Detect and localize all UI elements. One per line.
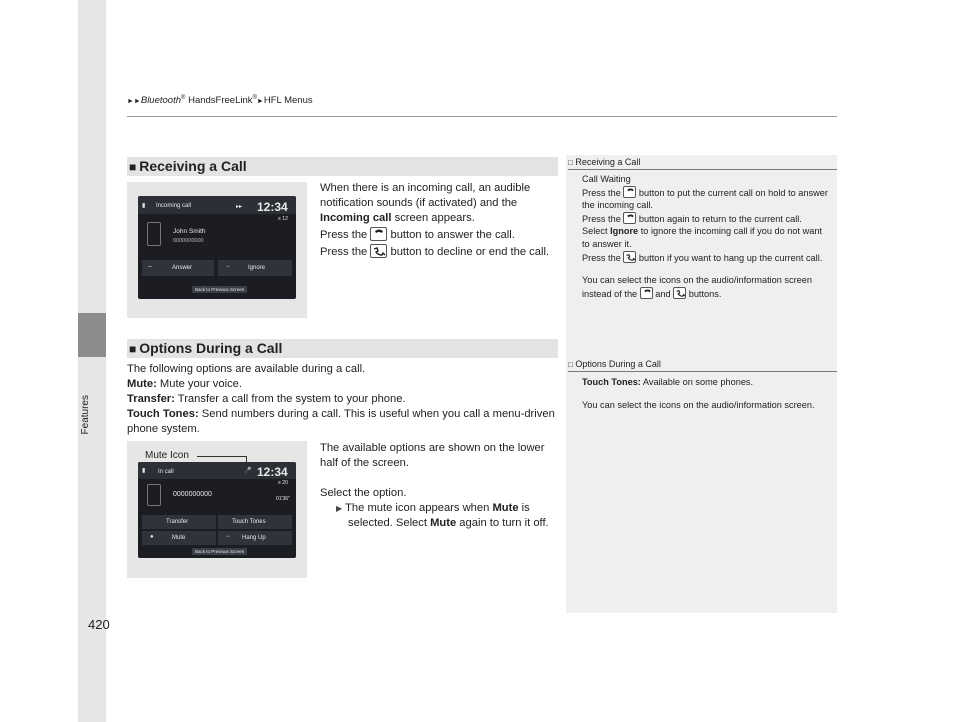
page-number: 420 [88,617,110,632]
mute-status-icon: 🎤 [244,468,252,474]
caller-number: 0000000000 [173,238,204,244]
phone-icon [147,222,161,246]
note-text: to ignore the incoming call if you do not want to answer it. [582,226,823,249]
caller-name: John Smith [173,228,206,235]
mute-icon-callout: Mute Icon [145,450,189,461]
touch-tones-term: Touch Tones: [127,408,199,420]
screen-title: In call [158,469,174,475]
available-options-text: The available options are shown on the lower half of the screen. [320,442,545,469]
note-text: and [652,288,674,299]
decline-instr-a: Press the [320,246,371,258]
touch-tones-bold: Touch Tones: [582,377,641,387]
incoming-call-label: Incoming call [320,212,392,224]
note-receiving: □ Receiving a Call Call Waiting Press the button to put the current call on hold to answer the incoming call. Press the button again to return to the current call. Select Ignore to ignore the incoming call if you do not want to answer it. Press the button if you want to hang up the current call. You can select the icons on the audio/information screen instead of the and buttons. [568,157,837,300]
touch-tones-label: Touch Tones [232,519,266,525]
answer-button[interactable]: ⌣ Answer [142,260,214,276]
incoming-call-screen: ▮ Incoming call ▸▸ 12:34 ≡ 12 John Smith 0000000000 ⌣ Answer − Ignore Back to Previous Screen [138,196,296,299]
note-text: buttons. [686,288,722,299]
receiving-para-tail: screen appears. [391,212,475,224]
heading-text: Options During a Call [139,340,283,356]
mute-term: Mute: [127,378,157,390]
section-heading-receiving: ■ Receiving a Call [127,157,558,176]
heading-text: Receiving a Call [139,158,247,174]
hangup-icon: − [226,534,230,540]
hang-up-label: Hang Up [242,535,266,541]
mute-bold: Mute [492,502,519,514]
reg-mark: ® [181,95,186,101]
sidebar-strip [78,0,106,722]
hang-up-button[interactable] [218,531,292,545]
breadcrumb: ►►Bluetooth® HandsFreeLink®►HFL Menus [127,95,313,107]
ignore-bold: Ignore [610,226,639,237]
note-text: You can select the icons on the audio/information screen. [582,399,815,410]
screen-title: Incoming call [156,203,192,209]
call-timer: 01'36" [276,496,290,502]
answer-instr-a: Press the [320,229,371,241]
note-options: □ Options During a Call Touch Tones: Available on some phones. You can select the icons on the audio/information screen. [568,359,837,411]
hangup-button-icon [673,287,686,299]
mute-desc: Mute your voice. [156,378,243,390]
call-number: 0000000000 [173,491,212,498]
sidebar-section-marker [78,313,106,357]
transfer-term: Transfer: [127,393,175,405]
in-call-screenshot [127,441,307,578]
touch-tones-desc: Send numbers during a call. This is useful when you call a menu-driven phone system. [127,408,555,435]
receiving-para: When there is an incoming call, an audible notification sounds (if activated) and the [320,182,531,209]
screen-clock: 12:34 [257,200,288,214]
transfer-desc: Transfer a call from the system to your phone. [174,393,406,405]
note-text: Press the [582,187,624,198]
touch-tones-button[interactable] [218,515,292,529]
screen-status: ≡ 12 [278,216,288,222]
answer-label: Answer [172,265,193,271]
note-text: Press the [582,252,624,263]
mute-label: Mute [172,535,186,541]
note-text: button to put the current call on hold to answer the incoming call. [582,187,828,211]
sidebar-section-label: Features [80,395,91,435]
breadcrumb-bluetooth: Bluetooth [140,95,182,107]
hangup-button-icon [370,244,387,258]
answer-instr-b: button to answer the call. [387,229,515,241]
note-heading: Options During a Call [575,359,661,369]
options-steps: The available options are shown on the lower half of the screen. Select the option. ▶ The mute icon appears when Mute is selected. Select Mute again to turn it off. [320,441,560,531]
breadcrumb-hfl: HandsFreeLink [185,95,253,107]
screen-status: ≡ 20 [278,480,288,486]
breadcrumb-hfl-menus: HFL Menus [263,95,313,107]
section-heading-options: ■ Options During a Call [127,339,558,358]
note-text: Select [582,226,611,237]
note-text: Available on some phones. [640,377,754,387]
header-rule [127,116,837,117]
pickup-button-icon [370,227,387,241]
reg-mark: ® [252,95,257,101]
back-to-previous-button[interactable]: Back to Previous Screen [192,548,247,555]
hangup-button-icon [623,251,636,263]
mute-bold: Mute [430,517,457,529]
ignore-label: Ignore [248,265,266,271]
call-waiting-label: Call Waiting [582,174,631,184]
transfer-label: Transfer [166,519,189,525]
transfer-button[interactable] [142,515,216,529]
note-text: button if you want to hang up the current call. [636,252,823,263]
note-heading: Receiving a Call [575,157,641,167]
decline-instr-b: button to decline or end the call. [387,246,550,258]
mute-button[interactable] [142,531,216,545]
options-intro: The following options are available during a call. [127,363,366,375]
note-text: You can select the icons on the audio/information screen instead of the [582,275,813,299]
screen-clock: 12:34 [257,465,288,479]
mute-icon: ● [150,534,154,540]
note-text: button again to return to the current call. [636,213,802,224]
select-option-step: Select the option. [320,487,407,499]
pickup-button-icon [640,287,653,299]
pickup-button-icon [623,186,636,198]
result-c: again to turn it off. [456,517,549,529]
result-b: is selected. Select [348,502,530,529]
pickup-button-icon [623,212,636,224]
result-a: The mute icon appears when [345,502,493,514]
note-text: Press the [582,213,624,224]
back-to-previous-button[interactable]: Back to Previous Screen [192,286,247,293]
phone-icon [147,484,161,506]
receiving-body [320,181,560,260]
options-body [127,362,559,437]
ignore-button[interactable]: − Ignore [218,260,292,276]
callout-line [197,456,246,457]
incoming-call-screenshot [127,182,307,318]
in-call-screen: ▮ In call 🎤 12:34 ≡ 20 0000000000 01'36" Transfer Touch Tones ● Mute − Hang Up Back to Previous Screen [138,462,296,558]
